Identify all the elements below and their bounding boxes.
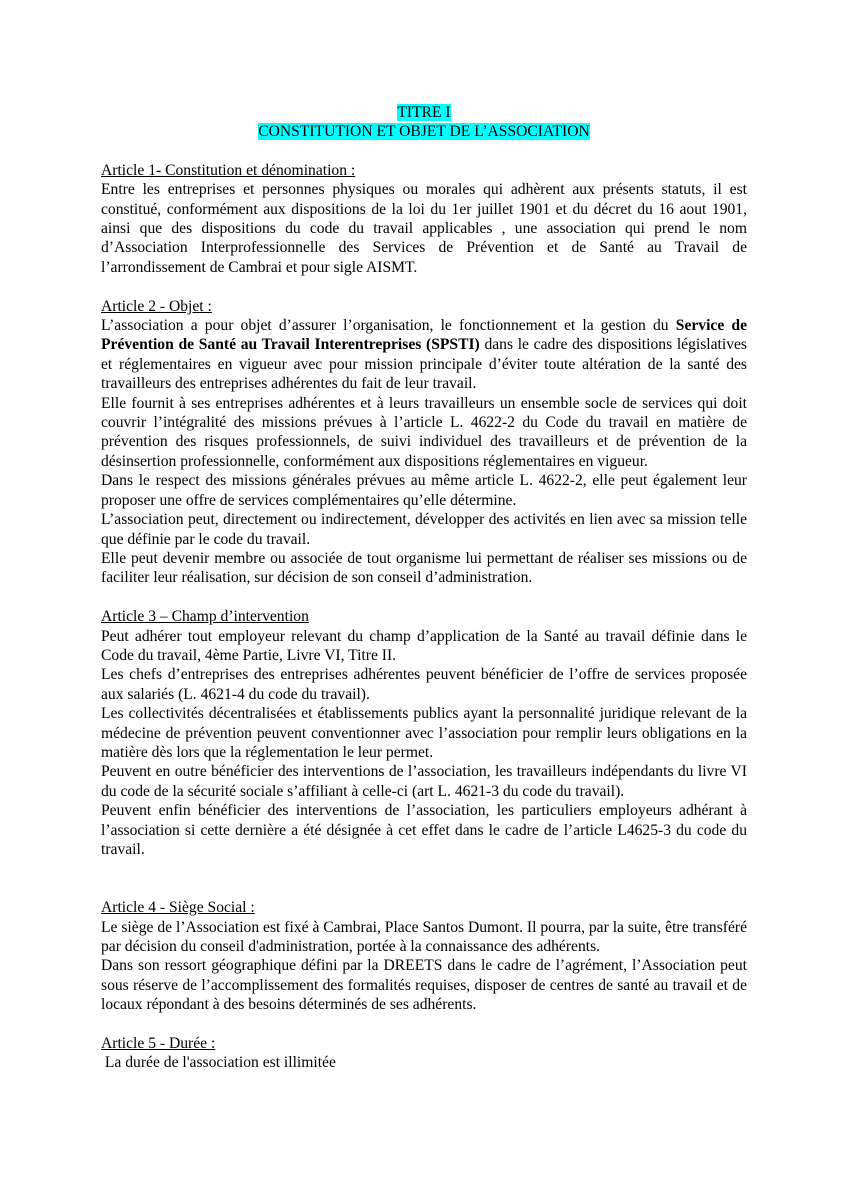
article-2-paragraph-1 — [101, 316, 747, 394]
article-5-heading: Article 5 - Durée : — [101, 1035, 216, 1053]
article-3-paragraph-5: Peuvent enfin bénéficier des interventions de l’association, les particuliers employeurs adhérant à l’association si cette dernière a été désignée à cet effet dans le cadre de l’article L4625-3 du code du travail. — [101, 802, 747, 858]
title-line-1: TITRE I — [397, 104, 451, 121]
article-3 — [101, 607, 747, 859]
article-2-paragraph-3: Dans le respect des missions générales prévues au même article L. 4622-2, elle peut également leur proposer une offre de services complémentaires qu’elle détermine. — [101, 472, 747, 509]
article-2 — [101, 297, 747, 588]
title-block — [101, 103, 747, 142]
article-2-heading: Article 2 - Objet : — [101, 297, 212, 315]
article-2-paragraph-5: Elle peut devenir membre ou associée de tout organisme lui permettant de réaliser ses missions ou de faciliter leur réalisation, sur décision de son conseil d’administration. — [101, 549, 747, 587]
article-3-paragraph-2: Les chefs d’entreprises des entreprises adhérentes peuvent bénéficier de l’offre de services proposée aux salariés (L. 4621-4 du code du travail). — [101, 666, 747, 703]
article-4-heading: Article 4 - Siège Social : — [101, 899, 255, 917]
article-5-paragraph-1: La durée de l'association est illimitée — [101, 1054, 336, 1072]
article-4 — [101, 898, 747, 1014]
article-2-p1-text-end: dans le cadre des dispositions législatives et réglementaires en vigueur avec pour mission principale d’éviter toute altération de la santé des travailleurs des entreprises adhérentes du fait de leur travail. — [101, 336, 747, 393]
article-4-paragraph-2: Dans son ressort géographique défini par la DREETS dans le cadre de l’agrément, l’Association peut sous réserve de l’accomplissement des formalités requises, disposer de centres de santé au travail et de locaux répondant à des besoins déterminés de ses adhérents. — [101, 957, 747, 1014]
article-1-heading: Article 1- Constitution et dénomination : — [101, 161, 356, 179]
blank-line-spacer — [101, 879, 747, 898]
article-1-paragraph-1: Entre les entreprises et personnes physiques ou morales qui adhèrent aux présents statuts, il est constitué, conformément aux dispositions de la loi du 1er juillet 1901 et du décret du 16 aout 1901, ainsi que des dispositions du code du travail applicables , une association qui prend le nom d’Association Interprofessionnelle des Services de Prévention et de Santé au Travail de l’arrondissement de Cambrai et pour sigle AISMT. — [101, 181, 747, 276]
article-3-paragraph-4: Peuvent en outre bénéficier des interventions de l’association, les travailleurs indépendants du livre VI du code de la sécurité sociale s’affiliant à celle-ci (art L. 4621-3 du code du travail). — [101, 763, 747, 800]
article-4-paragraph-1: Le siège de l’Association est fixé à Cambrai, Place Santos Dumont. Il pourra, par la suite, être transféré par décision du conseil d'administration, portée à la connaissance des adhérents. — [101, 918, 747, 955]
article-3-paragraph-3: Les collectivités décentralisées et établissements publics ayant la personnalité juridique relevant de la médecine de prévention peuvent conventionner avec l’association pour remplir leurs obligations en la matière dès lors que la réglementation le leur permet. — [101, 705, 747, 761]
article-2-paragraph-4: L’association peut, directement ou indirectement, développer des activités en lien avec sa mission telle que définie par le code du travail. — [101, 511, 747, 548]
article-2-paragraph-2: Elle fournit à ses entreprises adhérentes et à leurs travailleurs un ensemble socle de services qui doit couvrir l’intégralité des missions prévues à l’article L. 4622-2 du Code du travail en matière de prévention des risques professionnels, de suivi individuel des travailleurs et de prévention de la désinsertion professionnelle, conformément aux dispositions réglementaires en vigueur. — [101, 394, 747, 470]
article-2-p1-bold-spsti: Service de Prévention de Santé au Travail Interentreprises (SPSTI) — [101, 317, 748, 354]
article-1 — [101, 161, 747, 277]
article-5 — [101, 1034, 747, 1073]
title-line-2: CONSTITUTION ET OBJET DE L’ASSOCIATION — [258, 123, 590, 141]
article-2-p1-text-start: L’association a pour objet d’assurer l’organisation, le fonctionnement et la gestion du — [101, 317, 676, 335]
article-3-paragraph-1: Peut adhérer tout employeur relevant du champ d’application de la Santé au travail définie dans le Code du travail, 4ème Partie, Livre VI, Titre II. — [101, 627, 747, 664]
article-3-heading: Article 3 – Champ d’intervention — [101, 608, 309, 626]
document-page — [101, 103, 747, 1092]
